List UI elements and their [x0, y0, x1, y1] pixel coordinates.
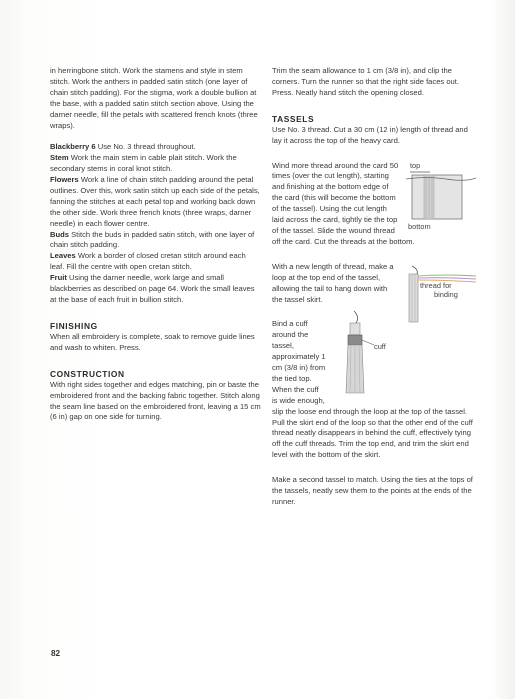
tassels-heading: TASSELS — [272, 113, 315, 124]
cuff-label: cuff — [374, 342, 386, 352]
second-tassel-paragraph: Make a second tassel to match. Using the ties at the tops of the tassels, neatly sew them to the points at the ends of the runner. — [272, 475, 473, 506]
card-top-label: top — [410, 160, 421, 170]
herringbone-paragraph: in herringbone stitch. Work the stamens and style in stem stitch. Work the anthers in padded satin stitch (one layer of chain stitch padding). For the stigma, work a double bullion at the base, with a padded satin stitch section above. Using the darner needle, fill the petals with scattered french knots (three wraps). — [50, 66, 258, 130]
construction-paragraph: With right sides together and edges matching, pin or baste the embroidered front and the backing fabric together. Stitch along the seam line based on the embroidered front, leaving a 15 cm (6 in) gap on one side for turning. — [50, 379, 261, 422]
card-drawing — [406, 167, 476, 227]
stem-label: Stem — [50, 153, 69, 163]
cuff-paragraph: Bind a cuff around the tassel, approximately 1 cm (3/8 in) from the tied top. When the cuff is wide enough, slip the loose end through the loop at the top of the tassel. Pull the skirt end of the loop so that the other end of the cuff thread neatly disappears in behind the cuff, effectively tying off the cuff threads. Trim the top end, and trim the skirt end level with the bottom of the skirt. — [272, 319, 473, 460]
buds-label: Buds — [50, 229, 69, 239]
fruit-label: Fruit — [50, 273, 67, 283]
finishing-heading: FINISHING — [50, 320, 98, 331]
finishing-paragraph: When all embroidery is complete, soak to remove guide lines and wash to whiten. Press. — [50, 331, 255, 352]
binding-label-1: thread for — [420, 280, 452, 290]
leaves-paragraph: Leaves Work a border of closed cretan stitch around each leaf. Fill the centre with open cretan stitch. — [50, 251, 246, 272]
right-column — [272, 66, 476, 520]
buds-paragraph: Buds Stitch the buds in padded satin stitch, with one layer of chain stitch padding. — [50, 229, 255, 250]
loop-paragraph: With a new length of thread, make a loop at the top end of the tassel, allowing the tail to hang down with the tassel skirt. — [272, 261, 394, 304]
construction-heading: CONSTRUCTION — [50, 368, 125, 379]
card-bottom-label: bottom — [408, 221, 431, 231]
blackberry-heading: Blackberry 6 — [50, 142, 96, 152]
tassels-paragraph: Use No. 3 thread. Cut a 30 cm (12 in) length of thread and lay it across the top of the heavy card. — [272, 124, 468, 145]
page-number: 82 — [51, 649, 61, 658]
fruit-paragraph: Fruit Using the darner needle, work large and small blackberries as described on page 64. Work the small leaves at the base of each fruit in bullion stitch. — [50, 273, 255, 305]
wind-paragraph: Wind more thread around the card 50 times (over the cut length), starting and finishing at the bottom edge of the card (this will become the bottom of the tassel). Using the cut length laid across the card, tightly tie the top of the tassel. Slide the wound thread off the card. Cut the threads at the bottom. — [272, 160, 415, 246]
flowers-label: Flowers — [50, 175, 79, 185]
stem-paragraph: Stem Work the main stem in cable plait stitch. Work the secondary stems in coral knot stitch. — [50, 153, 237, 174]
leaves-label: Leaves — [50, 251, 76, 261]
cuff-drawing — [330, 309, 394, 399]
tassel-card-illustration — [406, 160, 476, 231]
blackberry-intro: Blackberry 6 Use No. 3 thread throughout. — [50, 142, 196, 152]
trim-paragraph: Trim the seam allowance to 1 cm (3/8 in), and clip the corners. Turn the runner so that the right side faces out. Press. Neatly hand stitch the opening closed. — [272, 66, 459, 97]
binding-label-2: binding — [434, 289, 458, 299]
tassel-binding-illustration — [398, 264, 476, 324]
tassel-cuff-illustration — [330, 309, 394, 399]
left-column — [50, 66, 262, 434]
flowers-paragraph: Flowers Work a line of chain stitch padding around the petal outlines. Over this, work satin stitch up each side of the petals, fanning the stitches at each petal top and working back down the other side. Work three french knots (three wraps, darner needle) in each flower centre. — [50, 175, 260, 228]
